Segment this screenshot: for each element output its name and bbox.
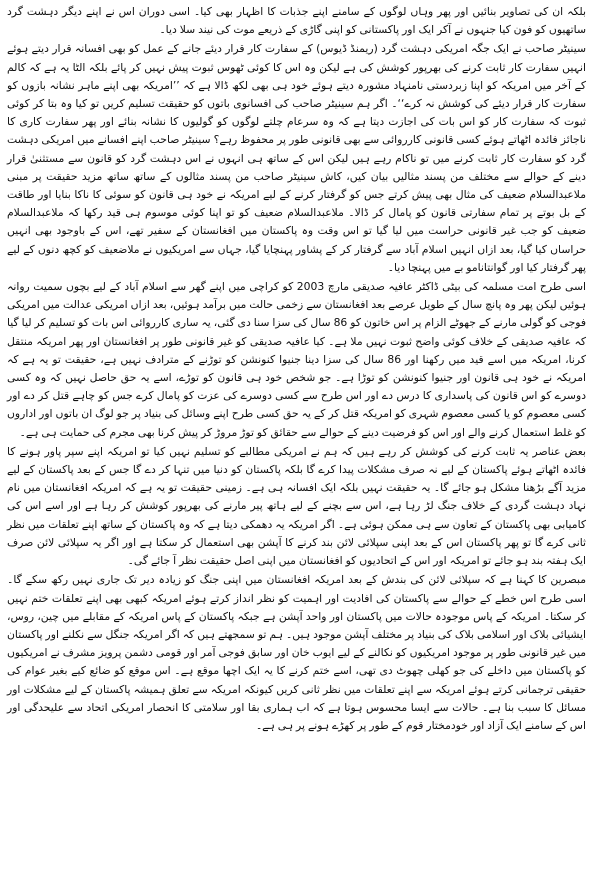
article-paragraph-4: بعض عناصر یہ ثابت کرنے کی کوشش کر رہے ہیں کہ ہم نے امریکی مطالبے کو تسلیم نہیں کیا تو امریکہ اپنے سپر پاور ہونے کا فائدہ اٹھاتے ہوئے پاکستان کے لیے نہ صرف مشکلات پیدا کرے گا بلکہ پاکستان کو دنیا میں تنہا کر دے گا جس کے بعد پاکستان کے لیے مزید آگے بڑھنا مشکل ہو جائے گا۔ یہ حقیقت نہیں بلکہ ایک افسانہ ہی ہے۔ زمینی حقیقت تو یہ ہے کہ امریکہ افغانستان میں نام نہاد دہشت گردی کے خلاف جنگ لڑ رہا ہے، اس سے بچنے کے لیے ہاتھ پیر مارنے کی بھرپور کوشش کر رہا ہے اور اسے اس کی کامیابی بھی پاکستان کے تعاون سے ہی ممکن ہوئی ہے۔ اگر امریکہ یہ دھمکی دیتا ہے کہ وہ پاکستان کے ساتھ اپنے تعلقات میں نظر ثانی کرے گا تو پھر پاکستان اس کے بعد اپنی سپلائی لائن بند کرنے کا آپشن بھی استعمال کر سکتا ہے اور اگر یہ سپلائی لائن صرف ایک ہفتہ بند ہو جائے تو امریکہ اور اس کے اتحادیوں کو افغانستان میں اپنی اصل حقیقت نظر آ جائے گی۔ bbox=[7, 444, 586, 568]
article-paragraph-5: مبصرین کا کہنا ہے کہ سپلائی لائن کی بندش کے بعد امریکہ افغانستان میں اپنی جنگ کو زیادہ دیر تک جاری نہیں رکھ سکے گا۔ اسی طرح اس خطے کے حوالے سے پاکستان کی افادیت اور اہمیت کو نظر انداز کرتے ہوئے امریکہ کبھی بھی اپنے تعلقات ختم نہیں کر سکتا۔ امریکہ کے پاس موجودہ حالات میں پاکستان اور واحد آپشن ہے جبکہ پاکستان کے پاس امریکہ کے مقابلے میں چین، روس، ایشیائی بلاک اور اسلامی بلاک کی بنیاد پر مختلف آپشن موجود ہیں۔ ہم تو سمجھتے ہیں کہ اگر امریکہ جنگل سے نکلنے اور پاکستان میں غیر قانونی طور پر موجود امریکیوں کو نکالنے کے لیے ایوب خان اور سابق فوجی آمر اور قومی دشمن پرویز مشرف نے امریکیوں کو پاکستان میں داخلے کی جو کھلی چھوٹ دی تھی، اسے ختم کرنے کا یہ ایک اچھا موقع ہے۔ اس موقع کو ضائع کیے بغیر عوام کی حقیقی ترجمانی کرتے ہوئے امریکہ سے اپنے تعلقات میں نظر ثانی کریں کیونکہ امریکہ سے تعلق ہمیشہ پاکستان کے لیے مشکلات اور مسائل کا سبب بنا ہے۔ حالات سے ایسا محسوس ہوتا ہے کہ اب ہماری بقا اور سلامتی کا انحصار امریکی اتحاد سے علیحدگی اور اس کے سامنے ایک آزاد اور خودمختار قوم کے طور پر کھڑے ہونے پر ہی ہے۔ bbox=[7, 573, 586, 732]
article-paragraph-3: اسی طرح امت مسلمہ کی بیٹی ڈاکٹر عافیہ صدیقی مارچ 2003 کو کراچی میں اپنے گھر سے اسلام آباد کے لیے بچوں سمیت روانہ ہوئیں لیکن پھر وہ پانچ سال کے طویل عرصے بعد افغانستان سے زخمی حالت میں برآمد ہوئیں، بعد ازاں امریکی عدالت میں امریکی فوجی کو گولی مارنے کے جھوٹے الزام پر اس خاتون کو 86 سال کی سزا سنا دی گئی، یہ ساری کارروائی اس بات کو تسلیم کر لیا گیا کہ عافیہ صدیقی کے خلاف کوئی واضح ثبوت نہیں ملا ہے۔ کیا عافیہ صدیقی کو غیر قانونی طور پر افغانستان اور پھر امریکہ منتقل کرنا، امریکہ میں اسے قید میں رکھنا اور 86 سال کی سزا دینا جنیوا کنونشن کو توڑنے کے مترادف نہیں ہے، حقیقت تو یہ ہے کہ امریکہ نے خود ہی قانون اور جنیوا کنونشن کو توڑا ہے۔ جو شخص خود ہی قانون کو توڑے، اسے یہ حق حاصل نہیں کہ وہ کسی دوسرے کو اس قانون کی پاسداری کا درس دے اور اس طرح سے کسی دوسرے کی عزت کو پامال کرے جس کو چاہے قتل کر دے اور کسی معصوم کو یا کسی معصوم شہری کو امریکہ قتل کر کے یہ حق کسی طرح اپنے وسائل کی بنیاد پر جو لوگ ان باتوں اور اداروں کو غلط استعمال کرنے والے اور اس کو فرضیت دینے کے حوالے سے حقائق کو توڑ مروڑ کر پیش کرنا بھی مجرم کی حمایت ہی ہے۔ bbox=[7, 280, 587, 439]
article-paragraph-2: سینیٹر صاحب نے ایک جگہ امریکی دہشت گرد (ریمنڈ ڈیوس) کے سفارت کار قرار دیئے جانے کے عمل کو بھی افسانہ قرار دیتے ہوئے انہیں سفارت کار ثابت کرنے کی بھرپور کوشش کی ہے لیکن وہ اس کا کوئی ٹھوس ثبوت پیش نہیں کر پائے بلکہ الٹا یہ ہے کہ کالم کے آخر میں امریکہ کو اپنا زبردستی نامنہاد مشورہ دیتے ہوئے خود ہی بھی لکھ ڈالا ہے کہ ’’امریکہ بھی اپنے ماہر نشانہ بازوں کو سفارت کار قرار دیئے کی کوشش نہ کرے‘‘۔ اگر ہم سینیٹر صاحب کی افسانوی باتوں کو حقیقت تسلیم کریں تو کیا وہ بتا کر کوئی ثبوت کہ سفارت کار کو اس بات کی اجازت دیتا ہے کہ وہ سرعام چلتے لوگوں کو گولیوں کا نشانہ بنائے اور پھر سفارت کاری کا ناجائز فائدہ اٹھاتے ہوئے کسی قانونی کارروائی سے بھی قانونی طور پر محفوظ رہے؟ سینیٹر صاحب اپنے افسانے میں امریکی دہشت گرد کو سفارت کار ثابت کرنے میں تو ناکام رہے ہیں لیکن اس کے ساتھ ہی انہوں نے اس دہشت گرد کو قانون سے مستثنیٰ قرار دینے کے حوالے سے مختلف من پسند مثالیں بیان کیں، کاش سینیٹر صاحب من پسند مثالوں کے ساتھ ساتھ مزید حقیقت پر مبنی ملاعبدالسلام ضعیف کی مثال بھی پیش کرتے جس کو گرفتار کرنے کے لیے امریکہ نے خود ہی قانون کو سوئی کا ناکا بنایا اور طاقت کے بل بوتے پر تمام سفارتی قانون کو پامال کر ڈالا۔ ملاعبدالسلام ضعیف کو تو اپنا کوئی موسوم ہی قید رکھا کہ ملاعبدالسلام ضعیف کو جب غیر قانونی حراست میں لیا گیا تو اس وقت وہ پاکستان میں افغانستان کے سفیر تھے، اس کے باوجود بھی انہیں حراساں کیا گیا، بعد ازاں انہیں اسلام آباد سے گرفتار کر کے پشاور پہنچایا گیا، جہاں سے امریکیوں نے ملاضعیف کو کچھ دنوں کے لیے پھر گرفتار کیا اور گوانتانامو بے میں پہنچا دیا۔ bbox=[7, 42, 586, 274]
article-paragraph-1: بلکہ ان کی تصاویر بنائیں اور پھر وہاں لوگوں کے سامنے اپنے جذبات کا اظہار بھی کیا۔ اسی دوران اس نے اپنے دیگر دہشت گرد ساتھیوں کو فون کیا جنہوں نے آکر ایک اور پاکستانی کو اپنی گاڑی کے ذریعے موت کی نیند سلا دیا۔ bbox=[7, 5, 586, 37]
